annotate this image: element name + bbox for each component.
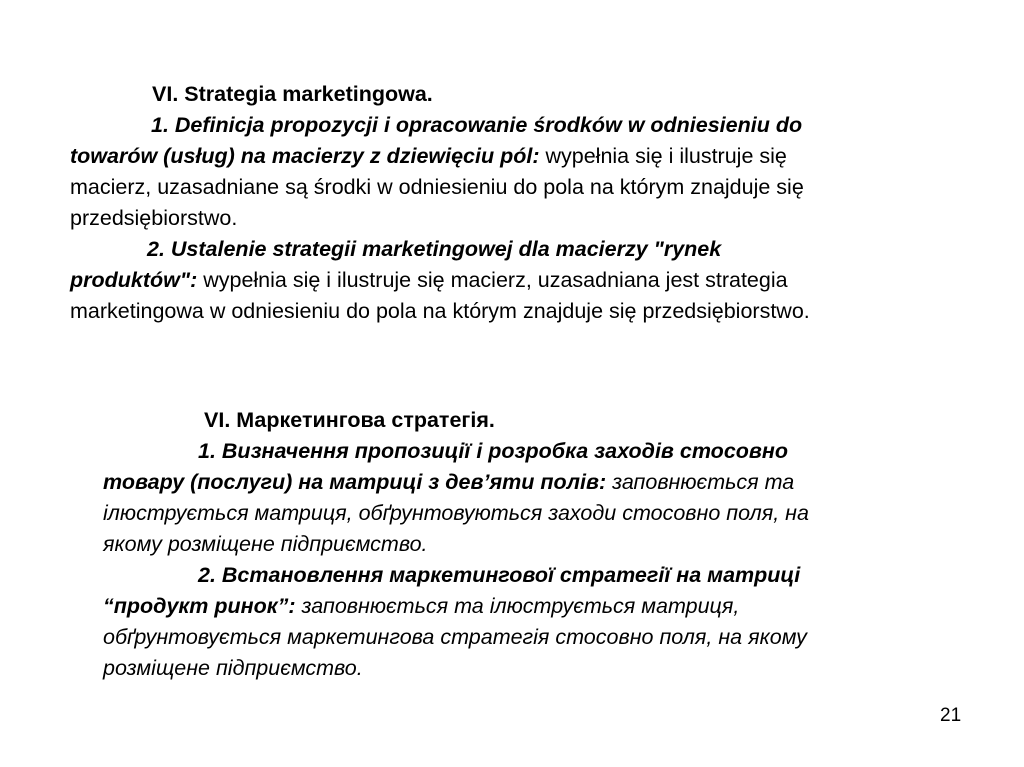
polish-point-2-text-a: wypełnia się i ilustruje się macierz, uzasadniana jest strategia bbox=[197, 268, 788, 292]
ukrainian-text-block bbox=[103, 405, 963, 684]
polish-point-1-text-b: macierz, uzasadniane są środki w odniesieniu do pola na którym znajduje się bbox=[70, 175, 804, 199]
ukrainian-point-2-text-a: заповнюється та ілюструється матриця, bbox=[295, 594, 740, 618]
polish-heading: VI. Strategia marketingowa. bbox=[152, 82, 433, 106]
ukrainian-point-1-text-b: ілюструється матриця, обґрунтовуються заходи стосовно поля, на bbox=[103, 501, 809, 525]
ukrainian-point-1-line-2 bbox=[103, 467, 963, 498]
polish-point-1-text-c: przedsiębiorstwo. bbox=[70, 206, 238, 230]
polish-text-block bbox=[70, 79, 970, 327]
polish-point-2-text-b: marketingowa w odniesieniu do pola na którym znajduje się przedsiębiorstwo. bbox=[70, 299, 810, 323]
ukrainian-heading: VI. Маркетингова стратегія. bbox=[204, 408, 495, 432]
ukrainian-point-1-text-c: якому розміщене підприємство. bbox=[103, 532, 428, 556]
polish-point-2-title: 2. Ustalenie strategii marketingowej dla macierzy "rynek bbox=[147, 237, 722, 261]
polish-point-1-text-a: wypełnia się i ilustruje się bbox=[539, 144, 787, 168]
polish-point-1-title: 1. Definicja propozycji i opracowanie środków w odniesieniu do bbox=[151, 113, 803, 137]
ukrainian-point-1-text-a: заповнюється та bbox=[606, 470, 795, 494]
page-number: 21 bbox=[940, 705, 962, 726]
polish-point-2-title-cont: produktów": bbox=[70, 268, 198, 292]
polish-point-1-title-cont: towarów (usług) na macierzy z dziewięciu pól: bbox=[70, 144, 540, 168]
ukrainian-point-2-title-cont: “продукт ринок”: bbox=[103, 594, 296, 618]
ukrainian-point-1-title: 1. Визначення пропозиції і розробка заходів стосовно bbox=[198, 439, 789, 463]
polish-point-2-line-2 bbox=[70, 265, 970, 296]
ukrainian-point-2-text-b: обґрунтовується маркетингова стратегія стосовно поля, на якому bbox=[103, 625, 807, 649]
ukrainian-point-2-title: 2. Встановлення маркетингової стратегії на матриці bbox=[198, 563, 801, 587]
ukrainian-point-1-title-cont: товару (послуги) на матриці з дев’яти полів: bbox=[103, 470, 607, 494]
ukrainian-point-2-line-2 bbox=[103, 591, 963, 622]
polish-point-1-line-2 bbox=[70, 141, 970, 172]
ukrainian-point-2-text-c: розміщене підприємство. bbox=[103, 656, 363, 680]
